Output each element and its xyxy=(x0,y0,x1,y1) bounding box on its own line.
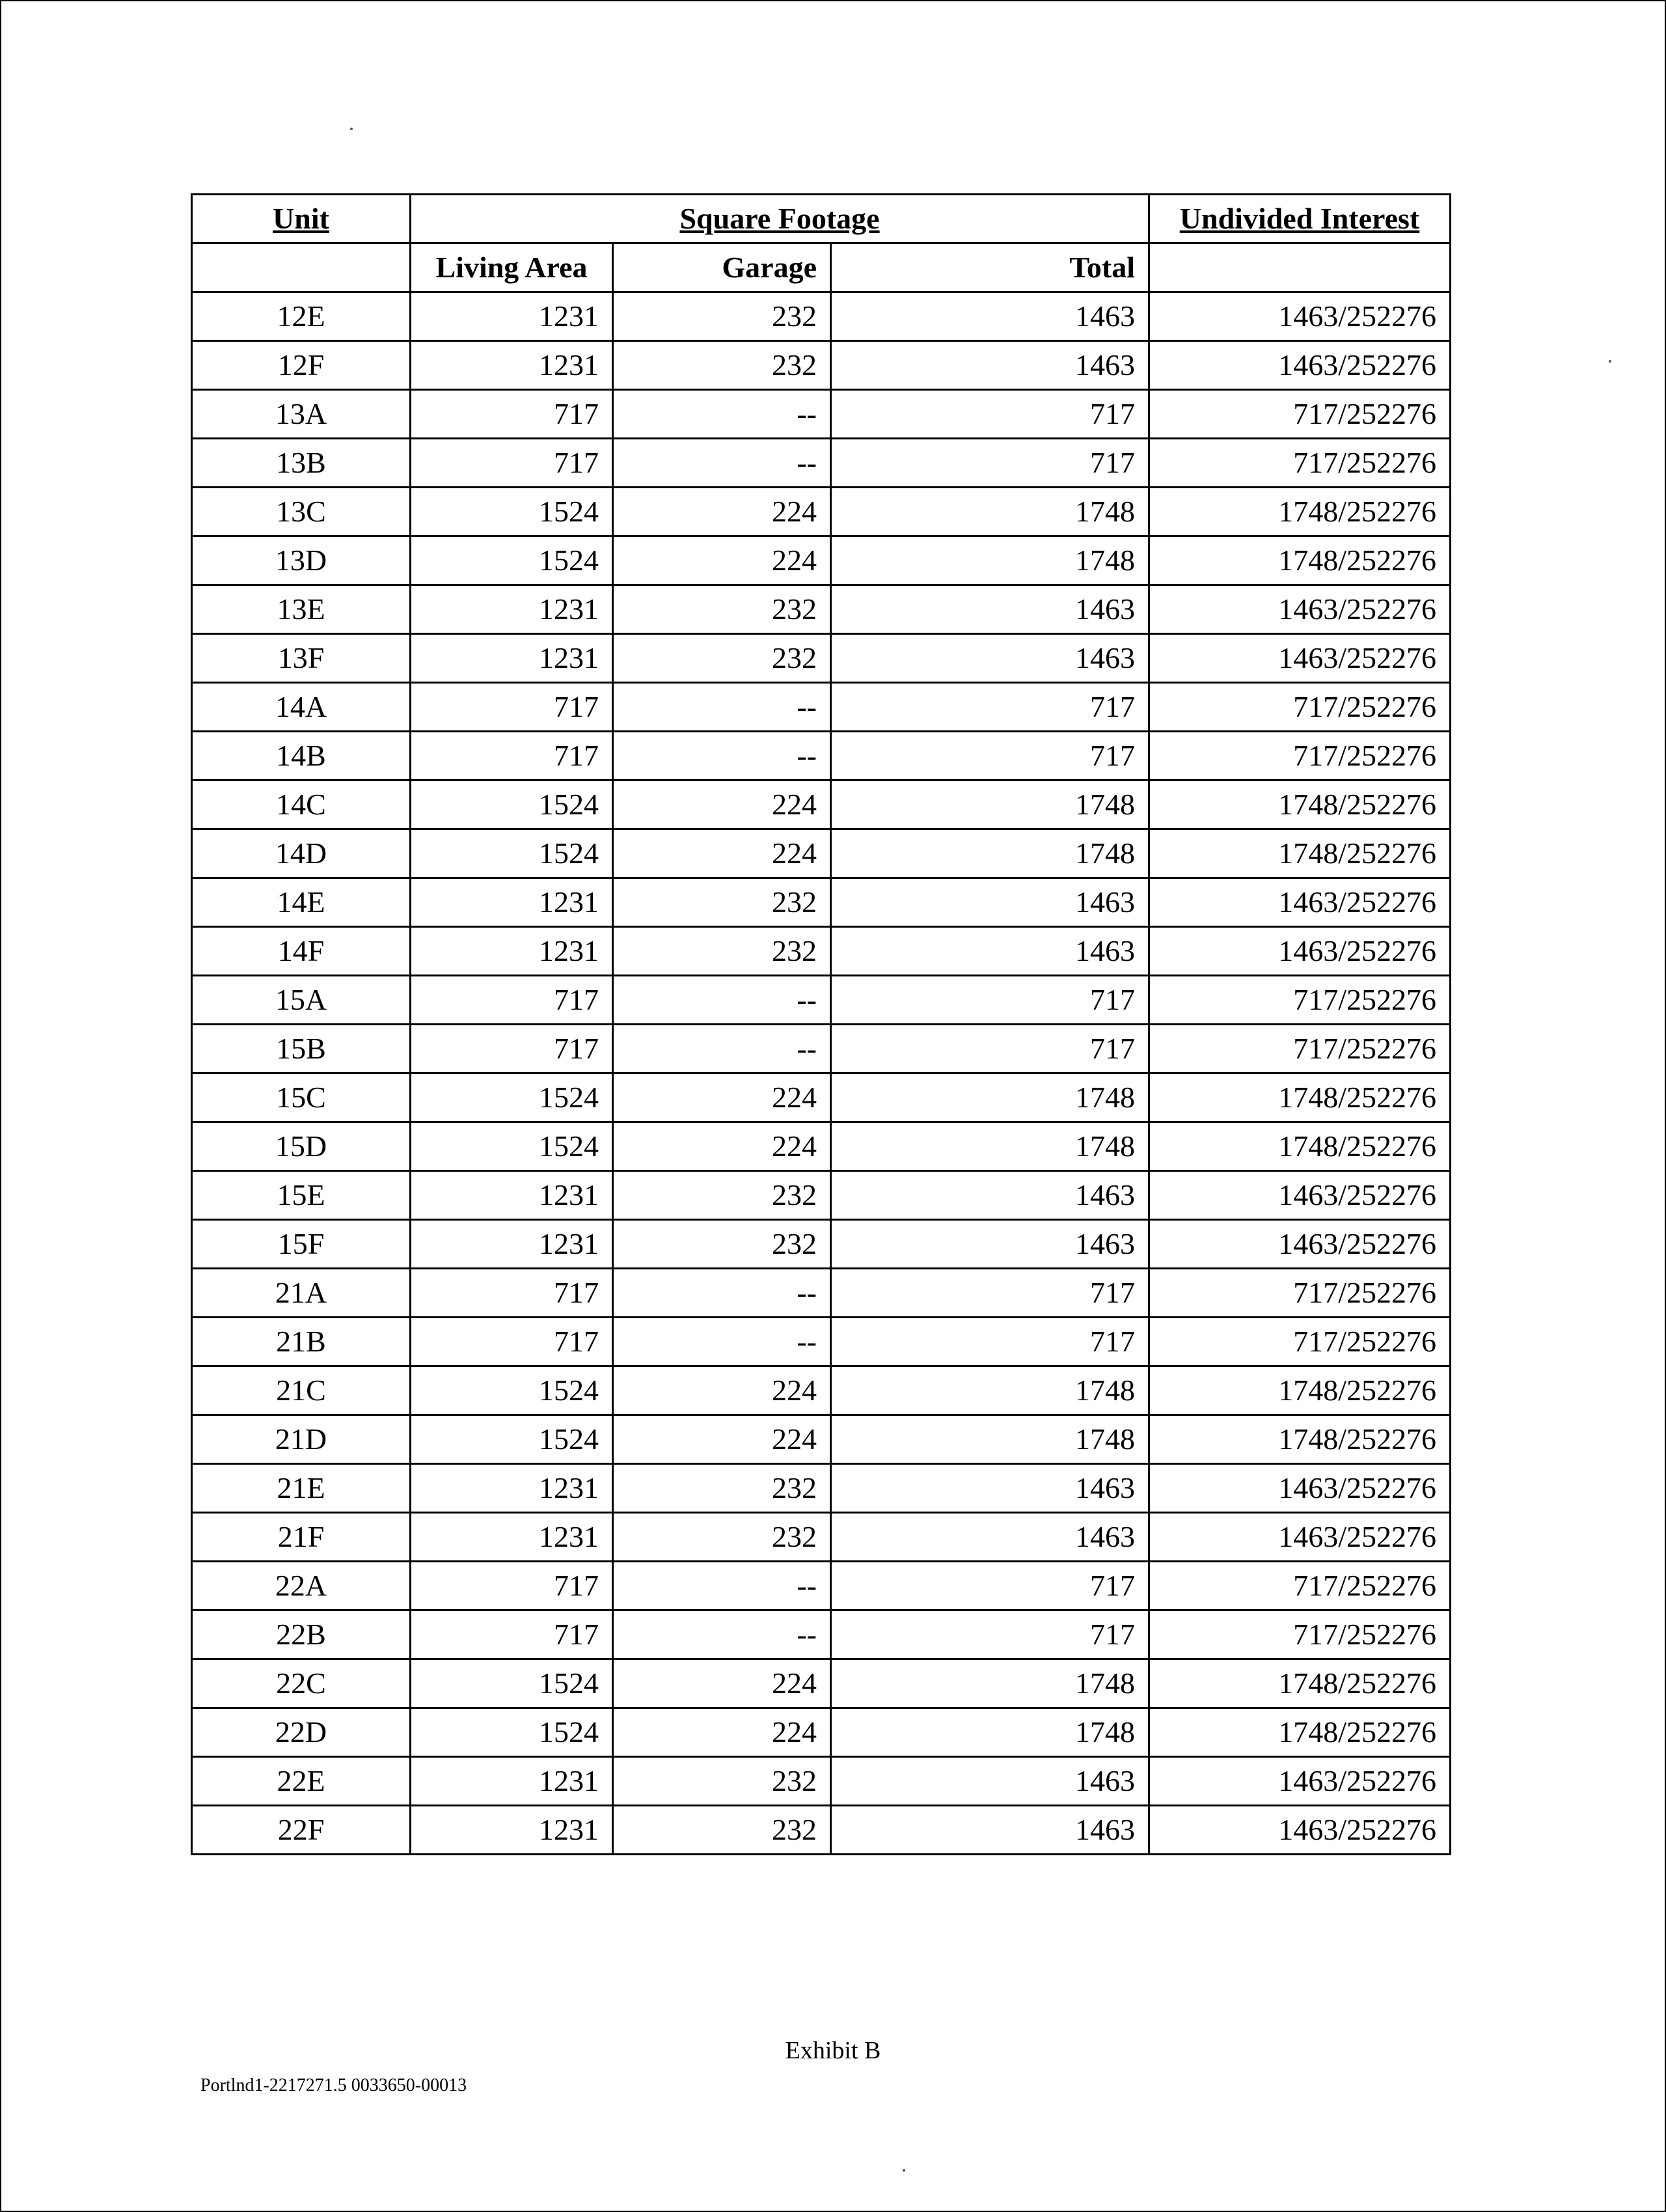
unit-cell: 22D xyxy=(192,1708,411,1757)
unit-cell: 14A xyxy=(192,683,411,732)
interest-subheader-empty xyxy=(1149,243,1451,292)
living-area-cell: 1231 xyxy=(411,927,613,976)
total-cell: 1748 xyxy=(831,1659,1149,1708)
interest-cell: 1463/252276 xyxy=(1149,927,1451,976)
living-area-cell: 1231 xyxy=(411,1171,613,1220)
table-row xyxy=(192,683,1451,732)
table-row xyxy=(192,292,1451,341)
table-row xyxy=(192,976,1451,1025)
total-cell: 1463 xyxy=(831,1464,1149,1513)
total-cell: 1463 xyxy=(831,1513,1149,1562)
living-area-cell: 1231 xyxy=(411,341,613,390)
living-area-cell: 717 xyxy=(411,732,613,781)
living-area-cell: 1231 xyxy=(411,292,613,341)
total-cell: 1463 xyxy=(831,878,1149,927)
living-area-cell: 717 xyxy=(411,1025,613,1073)
interest-cell: 1748/252276 xyxy=(1149,829,1451,878)
unit-cell: 22E xyxy=(192,1757,411,1806)
table-row xyxy=(192,1659,1451,1708)
living-area-cell: 1231 xyxy=(411,585,613,634)
header-row-secondary xyxy=(192,243,1451,292)
living-area-cell: 1231 xyxy=(411,1757,613,1806)
interest-cell: 1748/252276 xyxy=(1149,536,1451,585)
total-cell: 717 xyxy=(831,1025,1149,1073)
garage-cell: -- xyxy=(613,1611,831,1659)
table-row xyxy=(192,878,1451,927)
unit-cell: 22A xyxy=(192,1562,411,1611)
living-area-cell: 1524 xyxy=(411,829,613,878)
unit-cell: 14C xyxy=(192,781,411,829)
total-cell: 1463 xyxy=(831,1171,1149,1220)
table-row xyxy=(192,1757,1451,1806)
unit-cell: 14F xyxy=(192,927,411,976)
living-area-cell: 1524 xyxy=(411,488,613,536)
unit-cell: 12F xyxy=(192,341,411,390)
living-area-header: Living Area xyxy=(411,243,613,292)
header-row-primary xyxy=(192,195,1451,243)
living-area-cell: 1524 xyxy=(411,1366,613,1415)
interest-cell: 717/252276 xyxy=(1149,976,1451,1025)
garage-cell: 232 xyxy=(613,1171,831,1220)
garage-cell: 232 xyxy=(613,927,831,976)
garage-cell: 224 xyxy=(613,1366,831,1415)
interest-cell: 1463/252276 xyxy=(1149,1171,1451,1220)
unit-cell: 15E xyxy=(192,1171,411,1220)
total-cell: 1748 xyxy=(831,1073,1149,1122)
living-area-cell: 1231 xyxy=(411,1220,613,1269)
table-row xyxy=(192,439,1451,488)
total-cell: 1748 xyxy=(831,536,1149,585)
interest-cell: 717/252276 xyxy=(1149,1269,1451,1318)
table-row xyxy=(192,732,1451,781)
unit-cell: 14B xyxy=(192,732,411,781)
table-row xyxy=(192,390,1451,439)
unit-cell: 13D xyxy=(192,536,411,585)
scan-speck xyxy=(903,2169,905,2172)
table-row xyxy=(192,927,1451,976)
total-cell: 1748 xyxy=(831,1708,1149,1757)
interest-cell: 717/252276 xyxy=(1149,1562,1451,1611)
living-area-cell: 1524 xyxy=(411,781,613,829)
unit-cell: 15B xyxy=(192,1025,411,1073)
total-cell: 717 xyxy=(831,976,1149,1025)
garage-cell: 232 xyxy=(613,1513,831,1562)
garage-cell: -- xyxy=(613,1025,831,1073)
unit-cell: 15F xyxy=(192,1220,411,1269)
unit-cell: 14E xyxy=(192,878,411,927)
table-row xyxy=(192,1611,1451,1659)
total-cell: 1463 xyxy=(831,1757,1149,1806)
total-cell: 1463 xyxy=(831,1806,1149,1855)
unit-cell: 22C xyxy=(192,1659,411,1708)
garage-cell: 232 xyxy=(613,878,831,927)
unit-cell: 15D xyxy=(192,1122,411,1171)
table-row xyxy=(192,1025,1451,1073)
unit-cell: 21E xyxy=(192,1464,411,1513)
total-cell: 1463 xyxy=(831,292,1149,341)
table-row xyxy=(192,1073,1451,1122)
interest-cell: 717/252276 xyxy=(1149,390,1451,439)
unit-cell: 13F xyxy=(192,634,411,683)
unit-cell: 12E xyxy=(192,292,411,341)
living-area-cell: 1231 xyxy=(411,634,613,683)
interest-cell: 717/252276 xyxy=(1149,1318,1451,1366)
table-row xyxy=(192,829,1451,878)
table-row xyxy=(192,1415,1451,1464)
unit-header: Unit xyxy=(192,195,411,243)
total-cell: 1748 xyxy=(831,488,1149,536)
total-cell: 1463 xyxy=(831,1220,1149,1269)
unit-cell: 21F xyxy=(192,1513,411,1562)
interest-cell: 1463/252276 xyxy=(1149,1220,1451,1269)
interest-cell: 717/252276 xyxy=(1149,439,1451,488)
interest-cell: 717/252276 xyxy=(1149,732,1451,781)
unit-cell: 15A xyxy=(192,976,411,1025)
garage-header: Garage xyxy=(613,243,831,292)
total-cell: 717 xyxy=(831,439,1149,488)
garage-cell: 224 xyxy=(613,829,831,878)
table-row xyxy=(192,781,1451,829)
interest-cell: 1748/252276 xyxy=(1149,1708,1451,1757)
unit-cell: 22B xyxy=(192,1611,411,1659)
unit-cell: 14D xyxy=(192,829,411,878)
garage-cell: -- xyxy=(613,683,831,732)
living-area-cell: 1524 xyxy=(411,1415,613,1464)
unit-cell: 15C xyxy=(192,1073,411,1122)
table-row xyxy=(192,585,1451,634)
total-cell: 1463 xyxy=(831,585,1149,634)
table-row xyxy=(192,1122,1451,1171)
unit-cell: 21D xyxy=(192,1415,411,1464)
interest-cell: 1463/252276 xyxy=(1149,878,1451,927)
garage-cell: 224 xyxy=(613,1122,831,1171)
total-cell: 1463 xyxy=(831,341,1149,390)
interest-cell: 1748/252276 xyxy=(1149,1073,1451,1122)
table-row xyxy=(192,634,1451,683)
garage-cell: -- xyxy=(613,439,831,488)
garage-cell: 224 xyxy=(613,1708,831,1757)
unit-cell: 22F xyxy=(192,1806,411,1855)
table-row xyxy=(192,1464,1451,1513)
interest-cell: 717/252276 xyxy=(1149,683,1451,732)
garage-cell: -- xyxy=(613,1269,831,1318)
interest-cell: 1748/252276 xyxy=(1149,1659,1451,1708)
unit-cell: 13C xyxy=(192,488,411,536)
garage-cell: -- xyxy=(613,1562,831,1611)
garage-cell: 232 xyxy=(613,292,831,341)
interest-cell: 1463/252276 xyxy=(1149,292,1451,341)
table-body xyxy=(192,292,1451,1855)
living-area-cell: 1524 xyxy=(411,1659,613,1708)
interest-cell: 1463/252276 xyxy=(1149,634,1451,683)
total-cell: 717 xyxy=(831,683,1149,732)
garage-cell: 232 xyxy=(613,1806,831,1855)
total-cell: 1463 xyxy=(831,927,1149,976)
table-row xyxy=(192,1269,1451,1318)
garage-cell: -- xyxy=(613,976,831,1025)
square-footage-header: Square Footage xyxy=(411,195,1149,243)
total-cell: 717 xyxy=(831,1318,1149,1366)
total-cell: 1748 xyxy=(831,781,1149,829)
table-row xyxy=(192,488,1451,536)
table-row xyxy=(192,1220,1451,1269)
total-cell: 717 xyxy=(831,732,1149,781)
living-area-cell: 717 xyxy=(411,1611,613,1659)
total-cell: 1748 xyxy=(831,1415,1149,1464)
total-header: Total xyxy=(831,243,1149,292)
total-cell: 1748 xyxy=(831,829,1149,878)
unit-cell: 21B xyxy=(192,1318,411,1366)
living-area-cell: 1524 xyxy=(411,1708,613,1757)
garage-cell: -- xyxy=(613,390,831,439)
garage-cell: 232 xyxy=(613,1220,831,1269)
interest-cell: 1463/252276 xyxy=(1149,585,1451,634)
garage-cell: 224 xyxy=(613,1073,831,1122)
living-area-cell: 717 xyxy=(411,1318,613,1366)
total-cell: 717 xyxy=(831,1269,1149,1318)
interest-cell: 1748/252276 xyxy=(1149,781,1451,829)
interest-cell: 1463/252276 xyxy=(1149,1513,1451,1562)
unit-interest-table xyxy=(191,193,1451,1855)
table-row xyxy=(192,1562,1451,1611)
exhibit-label: Exhibit B xyxy=(785,2037,881,2064)
interest-cell: 1748/252276 xyxy=(1149,1415,1451,1464)
living-area-cell: 1524 xyxy=(411,1122,613,1171)
interest-cell: 1463/252276 xyxy=(1149,1806,1451,1855)
undivided-interest-header: Undivided Interest xyxy=(1149,195,1451,243)
table-row xyxy=(192,1171,1451,1220)
total-cell: 1748 xyxy=(831,1122,1149,1171)
garage-cell: 224 xyxy=(613,1415,831,1464)
table-row xyxy=(192,1366,1451,1415)
interest-cell: 1463/252276 xyxy=(1149,341,1451,390)
living-area-cell: 1524 xyxy=(411,1073,613,1122)
interest-cell: 1463/252276 xyxy=(1149,1464,1451,1513)
garage-cell: 232 xyxy=(613,341,831,390)
unit-cell: 21A xyxy=(192,1269,411,1318)
total-cell: 717 xyxy=(831,1562,1149,1611)
living-area-cell: 717 xyxy=(411,439,613,488)
scan-speck xyxy=(350,128,353,130)
living-area-cell: 717 xyxy=(411,976,613,1025)
interest-cell: 717/252276 xyxy=(1149,1025,1451,1073)
living-area-cell: 1231 xyxy=(411,878,613,927)
unit-subheader-empty xyxy=(192,243,411,292)
table-row xyxy=(192,1708,1451,1757)
garage-cell: 224 xyxy=(613,1659,831,1708)
living-area-cell: 717 xyxy=(411,390,613,439)
living-area-cell: 717 xyxy=(411,1562,613,1611)
garage-cell: 224 xyxy=(613,781,831,829)
total-cell: 1463 xyxy=(831,634,1149,683)
garage-cell: 224 xyxy=(613,536,831,585)
garage-cell: 232 xyxy=(613,1757,831,1806)
table-row xyxy=(192,536,1451,585)
garage-cell: 224 xyxy=(613,488,831,536)
unit-cell: 13B xyxy=(192,439,411,488)
interest-cell: 717/252276 xyxy=(1149,1611,1451,1659)
garage-cell: 232 xyxy=(613,585,831,634)
living-area-cell: 1524 xyxy=(411,536,613,585)
table-row xyxy=(192,1513,1451,1562)
scan-speck xyxy=(1609,360,1611,363)
table-row xyxy=(192,1806,1451,1855)
living-area-cell: 717 xyxy=(411,1269,613,1318)
living-area-cell: 1231 xyxy=(411,1464,613,1513)
unit-cell: 13A xyxy=(192,390,411,439)
garage-cell: -- xyxy=(613,1318,831,1366)
document-id: Portlnd1-2217271.5 0033650-00013 xyxy=(200,2075,467,2095)
living-area-cell: 1231 xyxy=(411,1513,613,1562)
table-row xyxy=(192,1318,1451,1366)
unit-cell: 13E xyxy=(192,585,411,634)
garage-cell: 232 xyxy=(613,1464,831,1513)
interest-cell: 1463/252276 xyxy=(1149,1757,1451,1806)
interest-cell: 1748/252276 xyxy=(1149,1122,1451,1171)
total-cell: 717 xyxy=(831,1611,1149,1659)
garage-cell: -- xyxy=(613,732,831,781)
interest-cell: 1748/252276 xyxy=(1149,488,1451,536)
total-cell: 717 xyxy=(831,390,1149,439)
garage-cell: 232 xyxy=(613,634,831,683)
living-area-cell: 1231 xyxy=(411,1806,613,1855)
table-row xyxy=(192,341,1451,390)
unit-cell: 21C xyxy=(192,1366,411,1415)
total-cell: 1748 xyxy=(831,1366,1149,1415)
living-area-cell: 717 xyxy=(411,683,613,732)
interest-cell: 1748/252276 xyxy=(1149,1366,1451,1415)
